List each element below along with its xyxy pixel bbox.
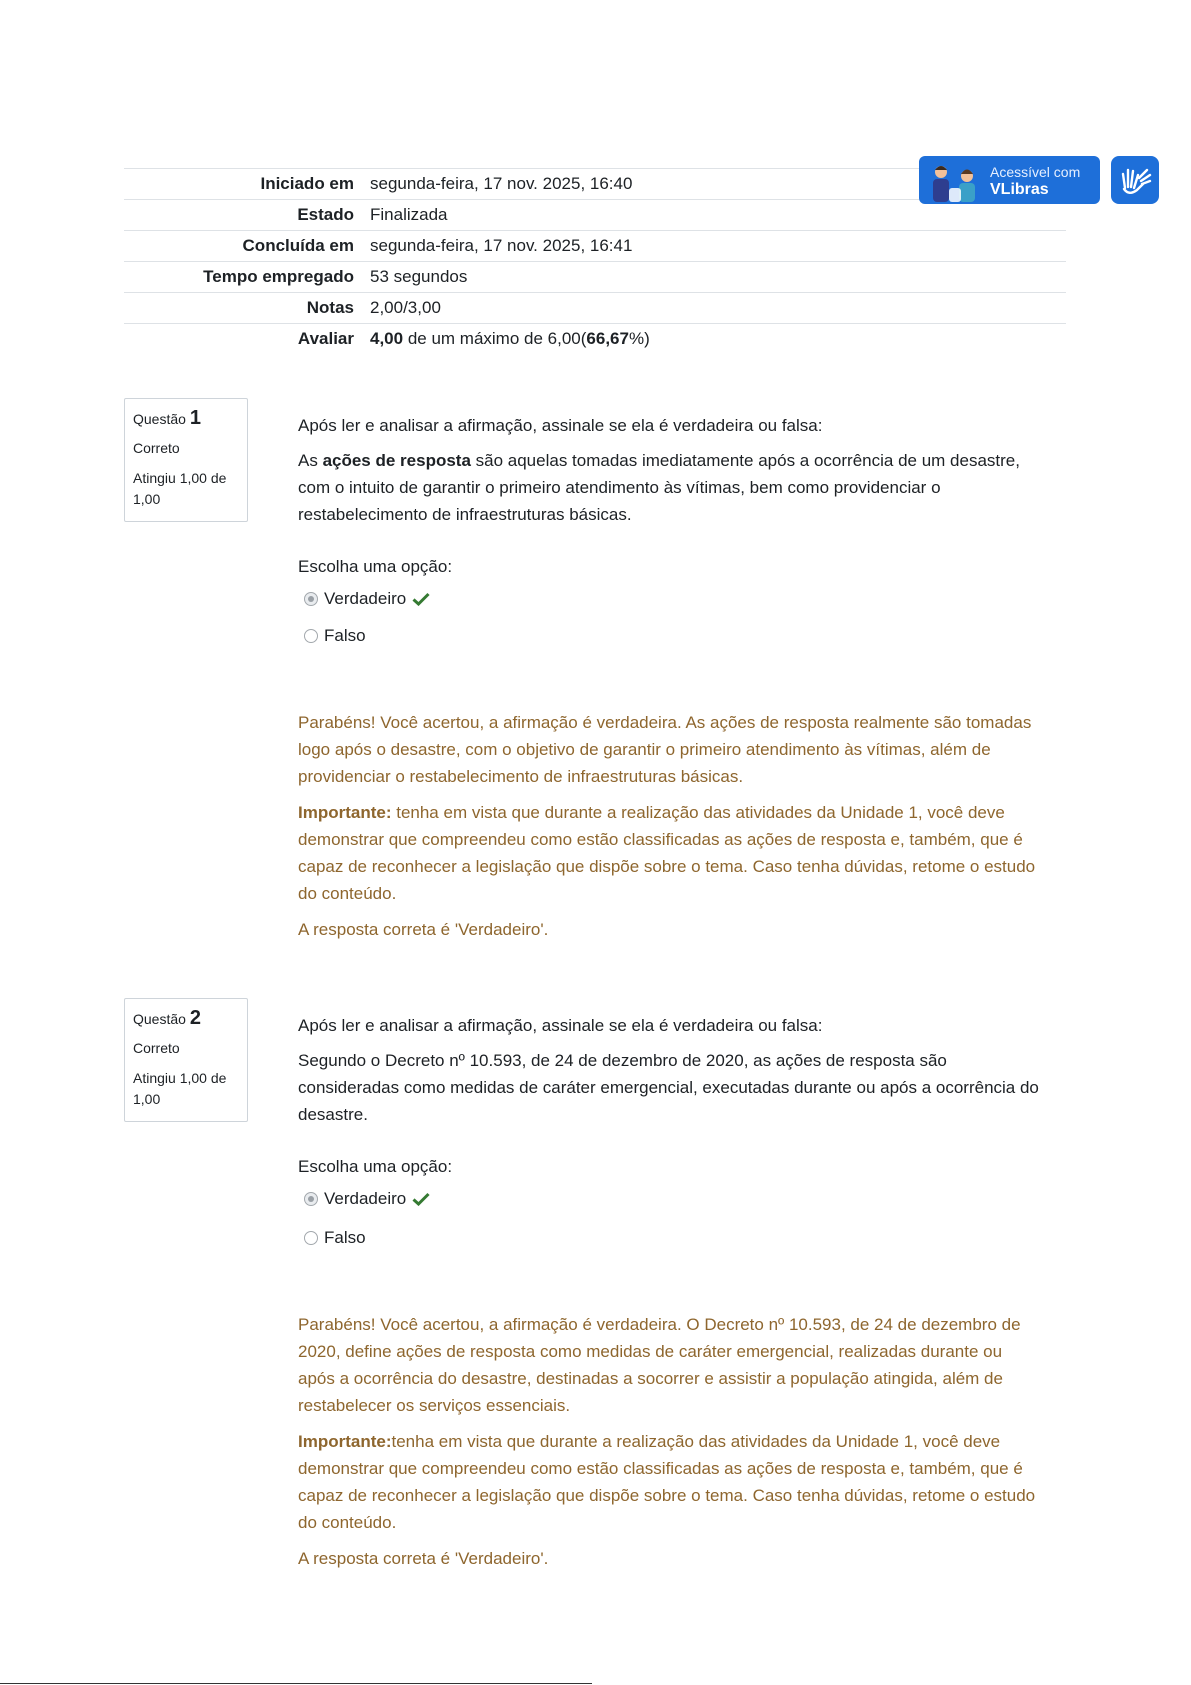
question-state: Correto [133, 440, 180, 456]
question-feedback [298, 1311, 1043, 1581]
statement-part: As [298, 451, 323, 470]
summary-value: 2,00/3,00 [370, 293, 1066, 324]
vlibras-banner[interactable] [919, 156, 1100, 204]
question-info-box [124, 998, 248, 1122]
check-icon [412, 592, 430, 606]
summary-value: Finalizada [370, 200, 1066, 231]
summary-value: segunda-feira, 17 nov. 2025, 16:40 [370, 169, 1066, 200]
radio-button[interactable] [304, 1192, 318, 1206]
radio-button[interactable] [304, 629, 318, 643]
important-label: Importante: [298, 1432, 392, 1451]
important-text: tenha em vista que durante a realização das atividades da Unidade 1, você deve demonstrar que compreendeu como estão classificadas as ações de resposta e, também, que é capaz de reconhecer a legislação que dispõe sobre o tema. Caso tenha dúvidas, retome o estudo do conteúdo. [298, 803, 1036, 903]
feedback-text: Parabéns! Você acertou, a afirmação é verdadeira. As ações de resposta realmente são tomadas logo após o desastre, com o objetivo de garantir o primeiro atendimento às vítimas, além de providenciar o restabelecimento de infraestruturas básicas. [298, 713, 1032, 786]
choose-option-prompt: Escolha uma opção: [298, 557, 453, 576]
question-number [133, 1007, 239, 1030]
option-label: Falso [324, 626, 366, 645]
check-icon [412, 1192, 430, 1206]
question-statement: Segundo o Decreto nº 10.593, de 24 de dezembro de 2020, as ações de resposta são consideradas como medidas de caráter emergencial, executadas durante ou após a ocorrência do desastre. [298, 1051, 1039, 1124]
important-text: tenha em vista que durante a realização das atividades da Unidade 1, você deve demonstrar que compreendeu como estão classificadas as ações de resposta e, também, que é capaz de reconhecer a legislação que dispõe sobre o tema. Caso tenha dúvidas, retome o estudo do conteúdo. [298, 1432, 1036, 1532]
question-number-value: 2 [189, 1007, 201, 1029]
question-prefix: Questão [133, 411, 186, 427]
summary-value [370, 324, 1066, 355]
summary-row-state [124, 200, 1066, 231]
summary-label: Concluída em [124, 231, 370, 262]
sign-language-button[interactable] [1111, 156, 1159, 204]
question-text [298, 1012, 1043, 1136]
summary-label: Tempo empregado [124, 262, 370, 293]
option-false[interactable] [304, 1228, 366, 1248]
vlibras-avatars-icon [927, 162, 983, 202]
question-state: Correto [133, 1040, 180, 1056]
important-label: Importante: [298, 803, 392, 822]
right-answer: A resposta correta é 'Verdadeiro'. [298, 920, 549, 939]
grade-middle: de um máximo de 6,00( [403, 329, 587, 348]
radio-button[interactable] [304, 1231, 318, 1245]
option-true[interactable] [304, 589, 430, 609]
summary-label: Iniciado em [124, 169, 370, 200]
option-label: Verdadeiro [324, 589, 407, 608]
question-intro: Após ler e analisar a afirmação, assinale se ela é verdadeira ou falsa: [298, 416, 823, 435]
summary-label: Estado [124, 200, 370, 231]
grade-percent: 66,67 [586, 329, 629, 348]
summary-label: Avaliar [124, 324, 370, 355]
feedback-important [298, 1428, 1043, 1536]
option-label: Verdadeiro [324, 1189, 407, 1208]
vlibras-line1: Acessível com [990, 164, 1081, 180]
summary-label: Notas [124, 293, 370, 324]
summary-row-time [124, 262, 1066, 293]
summary-row-completed [124, 231, 1066, 262]
summary-row-grades [124, 293, 1066, 324]
statement-bold: ações de resposta [322, 451, 471, 470]
question-grade: Atingiu 1,00 de 1,00 [133, 470, 227, 507]
question-text [298, 412, 1043, 536]
question-number [133, 407, 239, 430]
question-intro: Após ler e analisar a afirmação, assinale se ela é verdadeira ou falsa: [298, 1016, 823, 1035]
option-false[interactable] [304, 626, 366, 646]
option-label: Falso [324, 1228, 366, 1247]
question-statement [298, 447, 1043, 528]
question-info-box [124, 398, 248, 522]
summary-value: segunda-feira, 17 nov. 2025, 16:41 [370, 231, 1066, 262]
sign-language-hands-icon [1111, 156, 1159, 204]
option-true[interactable] [304, 1189, 430, 1209]
summary-value: 53 segundos [370, 262, 1066, 293]
page-divider [0, 1683, 592, 1684]
statement-part: são aquelas tomadas imediatamente após a ocorrência de um desastre, com o intuito de garantir o primeiro atendimento às vítimas, bem como providenciar o restabelecimento de infraestruturas básicas. [298, 451, 1020, 524]
grade-score: 4,00 [370, 329, 404, 348]
feedback-important [298, 799, 1043, 907]
choose-option-prompt: Escolha uma opção: [298, 1157, 453, 1176]
right-answer: A resposta correta é 'Verdadeiro'. [298, 1549, 549, 1568]
feedback-text: Parabéns! Você acertou, a afirmação é verdadeira. O Decreto nº 10.593, de 24 de dezembro de 2020, define ações de resposta como medidas de caráter emergencial, realizadas durante ou após a ocorrência do desastre, destinadas a socorrer e assistir a população atingida, além de restabelecer os serviços essenciais. [298, 1315, 1021, 1415]
question-number-value: 1 [189, 407, 201, 429]
summary-row-grade [124, 324, 1066, 355]
grade-end: %) [628, 329, 650, 348]
radio-button[interactable] [304, 592, 318, 606]
question-grade: Atingiu 1,00 de 1,00 [133, 1070, 227, 1107]
question-prefix: Questão [133, 1011, 186, 1027]
question-feedback [298, 709, 1043, 952]
vlibras-line2: VLibras [990, 181, 1049, 198]
